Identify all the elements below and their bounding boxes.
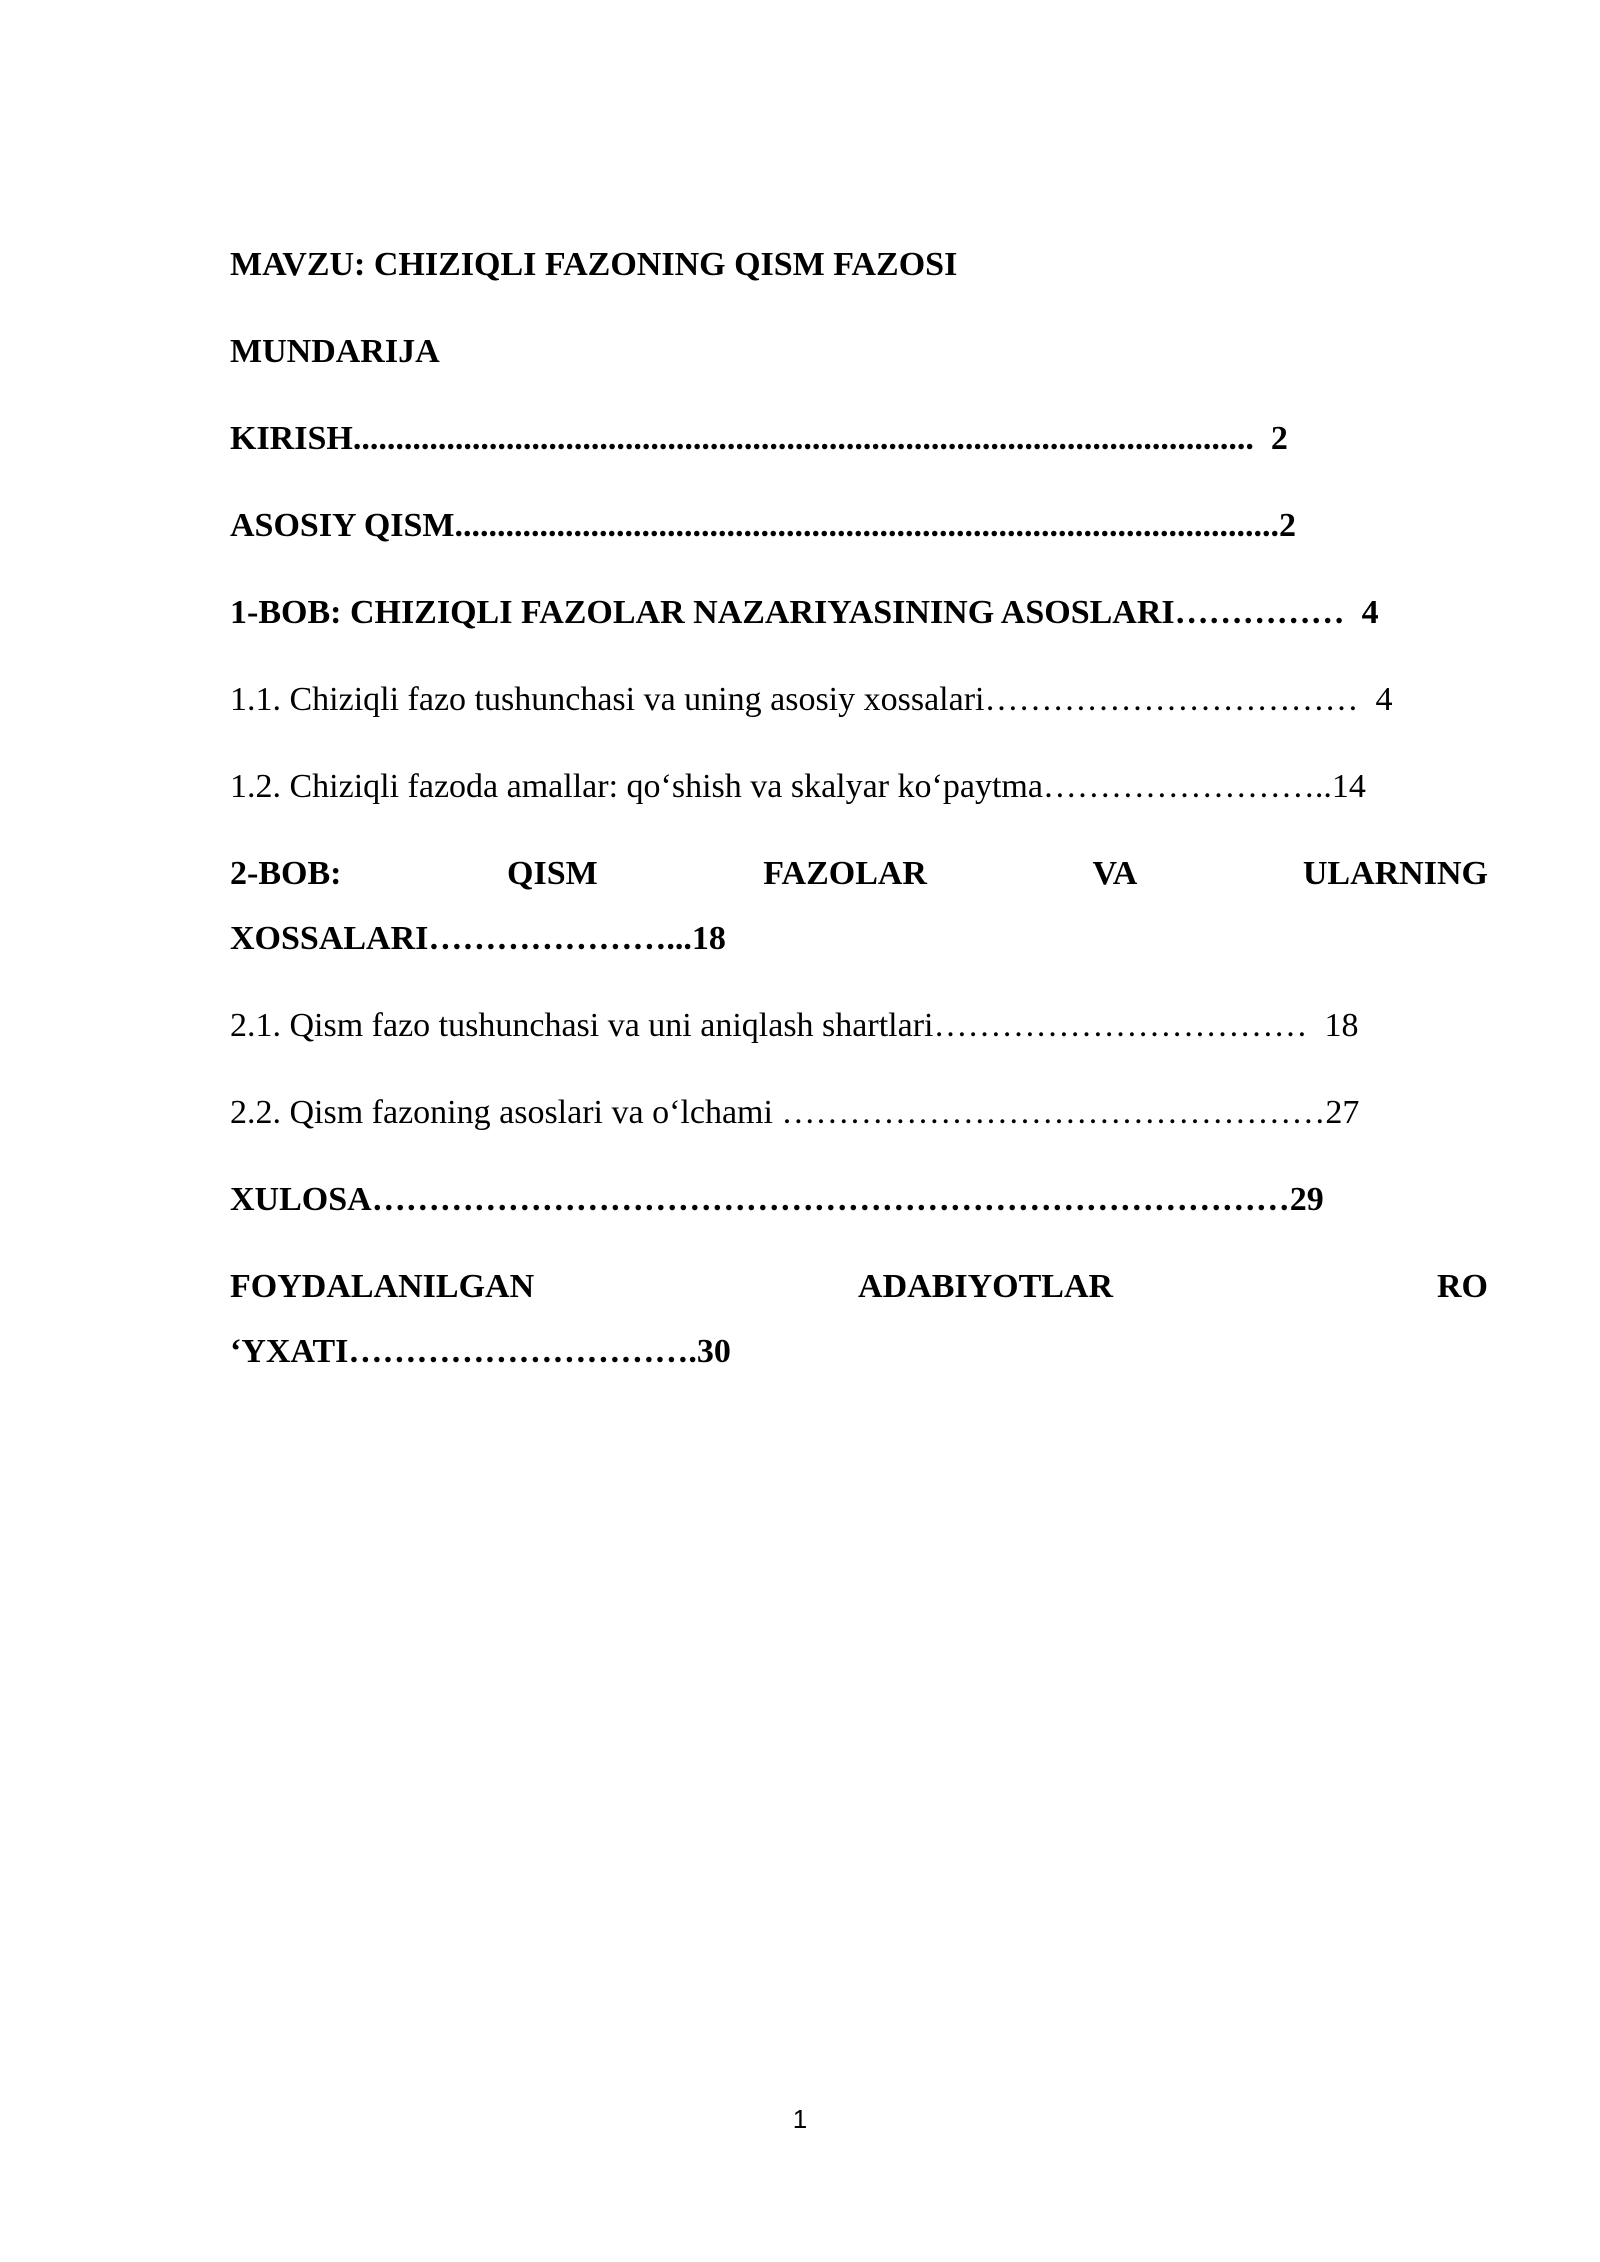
toc-entry-references-first-line	[230, 1254, 1488, 1319]
toc-entry-section-1-1: 1.1. Chiziqli fazo tushunchasi va uning asosiy xossalari…………………………… 4	[230, 681, 1393, 718]
toc-entry-chapter-2	[230, 841, 1488, 971]
toc-entry-references	[230, 1254, 1488, 1384]
toc-heading: MUNDARIJA	[230, 333, 440, 370]
document-title: MAVZU: CHIZIQLI FAZONING QISM FAZOSI	[230, 246, 958, 283]
toc-entry-chapter-2-second-line: XOSSALARI…………………...18	[230, 920, 726, 957]
references-word: RO	[1436, 1268, 1488, 1305]
toc-entry-section-2-1: 2.1. Qism fazo tushunchasi va uni aniqlash shartlari…………………………… 18	[230, 1007, 1359, 1044]
chapter-2-word: FAZOLAR	[763, 855, 927, 892]
chapter-2-word: ULARNING	[1302, 855, 1488, 892]
toc-entry-xulosa: XULOSA………………………………………………………………………29	[230, 1181, 1324, 1218]
toc-entry-section-2-2: 2.2. Qism fazoning asoslari va o‘lchami …………………………………………27	[230, 1094, 1360, 1131]
references-word: FOYDALANILGAN	[230, 1268, 535, 1305]
toc-entry-asosiy-qism: ASOSIY QISM.................................................................................................2	[230, 507, 1297, 544]
toc-entry-kirish: KIRISH.......................................................................................................... 2	[230, 420, 1288, 457]
references-word: ADABIYOTLAR	[858, 1268, 1114, 1305]
toc-entry-chapter-2-first-line	[230, 841, 1488, 906]
document-content	[230, 232, 1488, 1406]
page-number: 1	[792, 2104, 808, 2134]
toc-entry-section-1-2: 1.2. Chiziqli fazoda amallar: qo‘shish va skalyar ko‘paytma……………………..14	[230, 768, 1366, 805]
chapter-2-word: QISM	[507, 855, 598, 892]
chapter-2-word: VA	[1092, 855, 1138, 892]
chapter-2-word: 2-BOB:	[230, 855, 342, 892]
toc-entry-chapter-1: 1-BOB: CHIZIQLI FAZOLAR NAZARIYASINING ASOSLARI…………… 4	[230, 594, 1379, 631]
toc-entry-references-second-line: ‘YXATI………………………….30	[230, 1333, 731, 1370]
